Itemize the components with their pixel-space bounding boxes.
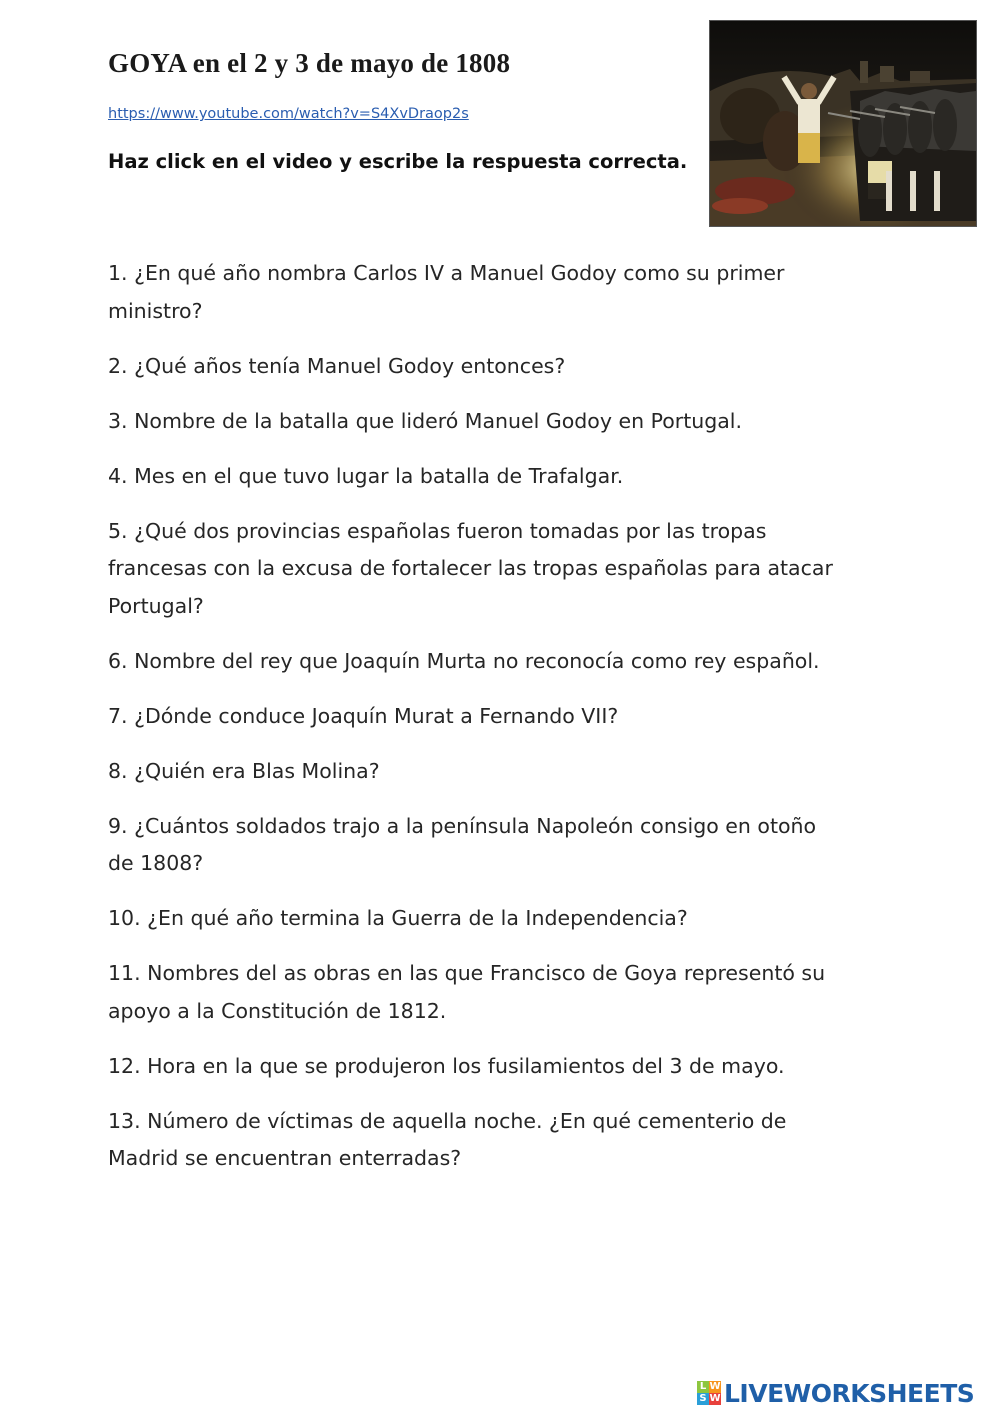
worksheet-instruction: Haz click en el video y escribe la respuesta correcta. bbox=[108, 150, 688, 173]
youtube-video-link[interactable]: https://www.youtube.com/watch?v=S4XvDraop2s bbox=[108, 106, 469, 122]
question-item: 4. Mes en el que tuvo lugar la batalla de Trafalgar. bbox=[108, 463, 624, 488]
question-item: 1. ¿En qué año nombra Carlos IV a Manuel Godoy como su primer ministro? bbox=[108, 261, 785, 323]
question-item: 12. Hora en la que se produjeron los fusilamientos del 3 de mayo. bbox=[108, 1053, 785, 1078]
question-item: 13. Número de víctimas de aquella noche. ¿En qué cementerio de Madrid se encuentran enterradas? bbox=[108, 1108, 787, 1170]
question-item: 5. ¿Qué dos provincias españolas fueron tomadas por las tropas francesas con la excusa de fortalecer las tropas españolas para atacar Portugal? bbox=[108, 518, 833, 618]
question-item: 3. Nombre de la batalla que lideró Manuel Godoy en Portugal. bbox=[108, 408, 743, 433]
question-item: 9. ¿Cuántos soldados trajo a la península Napoleón consigo en otoño de 1808? bbox=[108, 813, 817, 875]
question-item: 7. ¿Dónde conduce Joaquín Murat a Fernando VII? bbox=[108, 703, 619, 728]
question-item: 10. ¿En qué año termina la Guerra de la Independencia? bbox=[108, 906, 688, 930]
liveworksheets-logo bbox=[697, 1377, 974, 1409]
question-item: 11. Nombres del as obras en las que Francisco de Goya representó su apoyo a la Constitución de 1812. bbox=[108, 961, 826, 1023]
logo-text: LIVEWORKSHEETS bbox=[724, 1378, 975, 1408]
question-item: 8. ¿Quién era Blas Molina? bbox=[108, 758, 380, 783]
painting-image bbox=[709, 20, 977, 227]
question-list bbox=[108, 255, 848, 1195]
question-item: 2. ¿Qué años tenía Manuel Godoy entonces? bbox=[108, 353, 566, 378]
question-item: 6. Nombre del rey que Joaquín Murta no reconocía como rey español. bbox=[108, 648, 820, 673]
worksheet-title: GOYA en el 2 y 3 de mayo de 1808 bbox=[108, 48, 511, 78]
liveworksheets-logo-icon: L W S W bbox=[697, 1381, 721, 1405]
